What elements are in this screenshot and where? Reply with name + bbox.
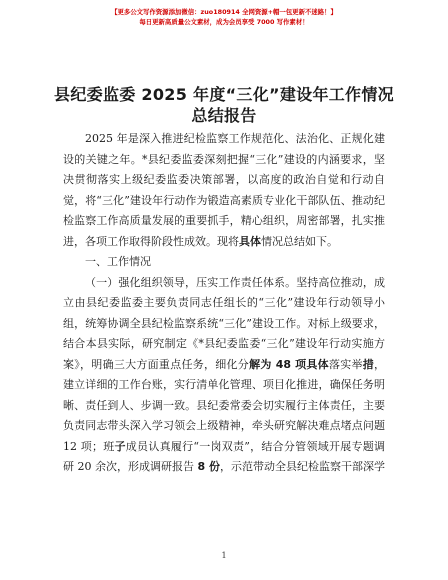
paragraph-1-text-d: ，建立详细的工作台账，实行清单化管理、项目化推进，确保任务明晰、责任到人、步调一致。县纪委常委会切实履行主体责任，主要负责同志带头深入学习领会上级精神，牵头研究解决难点堵点问题 12 项；班	[63, 357, 386, 453]
section-heading-1: 一、工作情况	[85, 255, 151, 268]
paragraph-1-bold-1: 解为 48 项具体	[249, 357, 329, 371]
paragraph-1	[63, 273, 385, 478]
paragraph-1-text-e: 成员认真履行“一岗双责”，结合分管领域开展专题调研 20 余次，形成调研报告	[63, 439, 385, 473]
paragraph-1-bold-2: 措	[362, 357, 375, 371]
document-body	[63, 129, 385, 478]
promo-banner-line-1: 【更多公文写作资源添加微信：zuo180914 全网资源+帽一包更新不迷路！】	[111, 8, 337, 16]
intro-end-text: 情况总结如下。	[261, 234, 338, 248]
paragraph-1-text-c: 落实举	[328, 357, 363, 371]
paragraph-1-text-a: （一）强化组织领导，压实工作责任体系。坚持高位推动，成立由县纪委监委主要负责同志任组长的“三化”建设年行动领导小组，统筹协调全县纪检监察系统“三化”建设工作。对标上级要求，结合本县实际，研究制定《*县纪委监委“三化”建设年行动实施方案》，明确三大方面重点任务，细化分	[63, 275, 385, 371]
paragraph-1-bold-4: 8 份	[197, 460, 220, 473]
title-line-2: 总结报告	[191, 106, 257, 125]
promo-banner	[0, 7, 448, 27]
intro-paragraph	[63, 129, 385, 252]
paragraph-1-text-f: ，示范带动全县纪检监察干部深学	[219, 460, 385, 473]
paragraph-1-bold-3: 子	[114, 439, 126, 453]
page-number: 1	[221, 551, 227, 560]
promo-banner-line-2: 每日更新高质量公文素材，成为会员享受 7000 写作素材！	[139, 18, 309, 26]
intro-text: 2025 年是深入推进纪检监察工作规范化、法治化、正规化建设的关键之年。*县纪委监委深刻把握“三化”建设的内涵要求，坚决贯彻落实上级纪委监委决策部署，以高度的政治自觉和行动自觉，将“三化”建设年行动作为锻造高素质专业化干部队伍、推动纪检监察工作高质量发展的重要抓手，精心组织，周密部署，扎实推进，各项工作取得阶段性成效。现将	[63, 132, 385, 248]
document-title	[40, 84, 408, 126]
title-line-1: 县纪委监委 2025 年度“三化”建设年工作情况	[54, 85, 394, 104]
intro-bold-text: 具体	[239, 234, 261, 248]
